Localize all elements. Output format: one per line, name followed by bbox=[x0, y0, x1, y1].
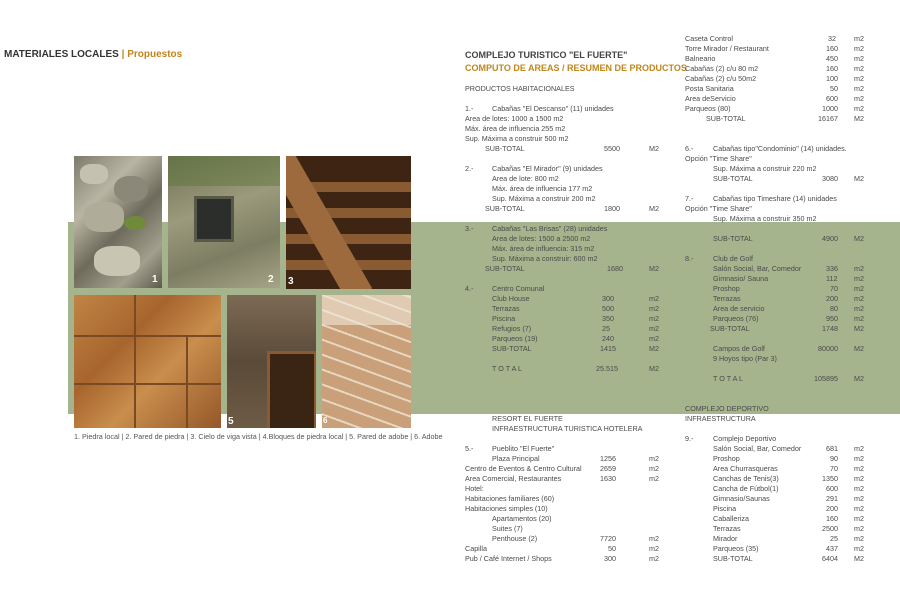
photo-number-5: 5 bbox=[228, 416, 234, 427]
deportivo-subtitle: INFRAESTRUCTURA bbox=[685, 414, 756, 423]
left-subtitle: Propuestos bbox=[127, 49, 183, 60]
photo-pared-de-piedra bbox=[168, 156, 280, 288]
left-title: MATERIALES LOCALES | Propuestos bbox=[4, 49, 183, 60]
section-heading: PRODUCTOS HABITACIONALES bbox=[465, 84, 575, 93]
photo-number-3: 3 bbox=[288, 276, 294, 287]
photo-number-6: 6 bbox=[323, 416, 328, 425]
main-title: COMPLEJO TURISTICO "EL FUERTE" bbox=[465, 50, 628, 60]
photo-pared-adobe bbox=[227, 295, 316, 428]
photo-bloques-piedra bbox=[74, 295, 221, 428]
photo-adobe bbox=[322, 295, 411, 428]
photo-cielo-viga-vista bbox=[286, 156, 411, 289]
photo-caption: 1. Piedra local | 2. Pared de piedra | 3. Cielo de viga vista | 4.Bloques de piedra local | 5. Pared de adobe | 6. Adobe bbox=[74, 432, 443, 441]
total-value: 25.515 bbox=[596, 364, 618, 373]
photo-piedra-local bbox=[74, 156, 162, 288]
resort-subtitle: INFRAESTRUCTURA TURISTICA HOTELERA bbox=[492, 424, 643, 433]
resort-title: RESORT EL FUERTE bbox=[492, 414, 563, 423]
total-label: T O T A L bbox=[492, 364, 522, 373]
deportivo-title: COMPLEJO DEPORTIVO bbox=[685, 404, 769, 413]
photo-number-1: 1 bbox=[152, 274, 158, 285]
main-subtitle: COMPUTO DE AREAS / RESUMEN DE PRODUCTOS bbox=[465, 63, 687, 73]
photo-number-2: 2 bbox=[268, 274, 274, 285]
